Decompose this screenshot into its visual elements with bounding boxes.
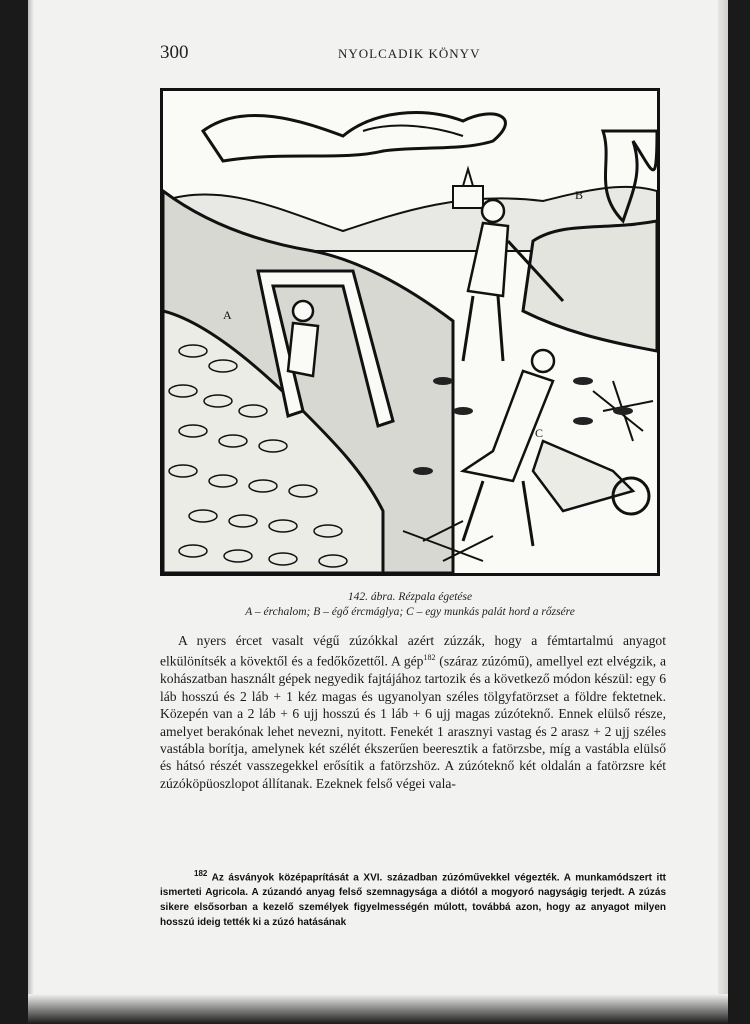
page-gutter-shadow [28, 0, 34, 1024]
body-text-part2: (száraz zúzómű), amellyel ezt elvégzik, a kohászatban használt gépek negyedik fajtájához tartozik és a következő módon készül: egy 6 láb hosszú és 2 láb + 1 kéz magas és ugyanolyan széles tölgyfatörzset a földre fektetnek. Közepén van a 2 láb + 6 ujj hosszú és 1 láb + 6 ujj magas zúzóteknő. Ennek elülső része, amelyet berakónak lehet nevezni, nyitott. Fenekét 1 arasznyi vastag és 2 arasz + 2 ujj széles vastábla borítja, amelynek két szélét ékszerűen beeresztik a fatörzsbe, míg a vastábla elülső és hátsó részét vasszegekkel erősítik a fatörzshöz. A zúzóteknő két oldalán a fatörzsre két zúzóköpüoszlopot állítanak. Ezeknek felső végei vala- [160, 653, 666, 791]
body-paragraph [160, 632, 666, 792]
running-head: NYOLCADIK KÖNYV [338, 46, 481, 61]
worker-head [482, 200, 504, 222]
page-bottom-edge [28, 994, 728, 1024]
carrier-legs [463, 481, 533, 546]
worker-legs [463, 296, 503, 361]
caption-title: 142. ábra. Rézpala égetése [347, 591, 473, 603]
label-a: A [223, 308, 232, 322]
cloud-shape [203, 113, 505, 161]
woodcut-illustration [160, 88, 660, 576]
footnote [160, 866, 666, 930]
carrier-head [532, 350, 554, 372]
town-spire [463, 169, 473, 186]
body-text-part1: A nyers ércet vasalt végű zúzókkal azért zúzzák, hogy a fémtartalmú anyagot elkülönítsék a kövektől és a fedőkőzettől. A gép [160, 633, 666, 669]
page-number: 300 [160, 42, 189, 63]
woodcut-drawing [163, 91, 657, 573]
label-b: B [575, 188, 584, 202]
miner-head [293, 301, 313, 321]
page-edge-shadow [718, 0, 728, 1024]
town-building [453, 186, 483, 208]
footnote-reference[interactable]: 182 [423, 653, 436, 663]
footnote-number: 182 [194, 869, 208, 878]
label-c: C [535, 426, 544, 440]
barrow [533, 441, 633, 511]
cloud-swirl [363, 126, 463, 136]
ore-pyre [523, 221, 657, 351]
caption-legend: A – érchalom; B – égő ércmáglya; C – egy munkás palát hord a rőzsére [245, 606, 575, 618]
footnote-text: Az ásványok középaprítását a XVI. században zúzóművekkel végezték. A munkamódszert itt ismerteti Agricola. A zúzandó anyag felső szemnagysága a diótól a mogyoró nagyságig terjedt. A zúzás sikere elsősorban a kezelő személyek figyelmességén múlott, továbbá azon, hogy az anyagot milyen hosszú ideig tették ki a zúzó hatásának [160, 872, 666, 929]
miner-body [288, 323, 318, 376]
figure-caption [160, 590, 660, 620]
